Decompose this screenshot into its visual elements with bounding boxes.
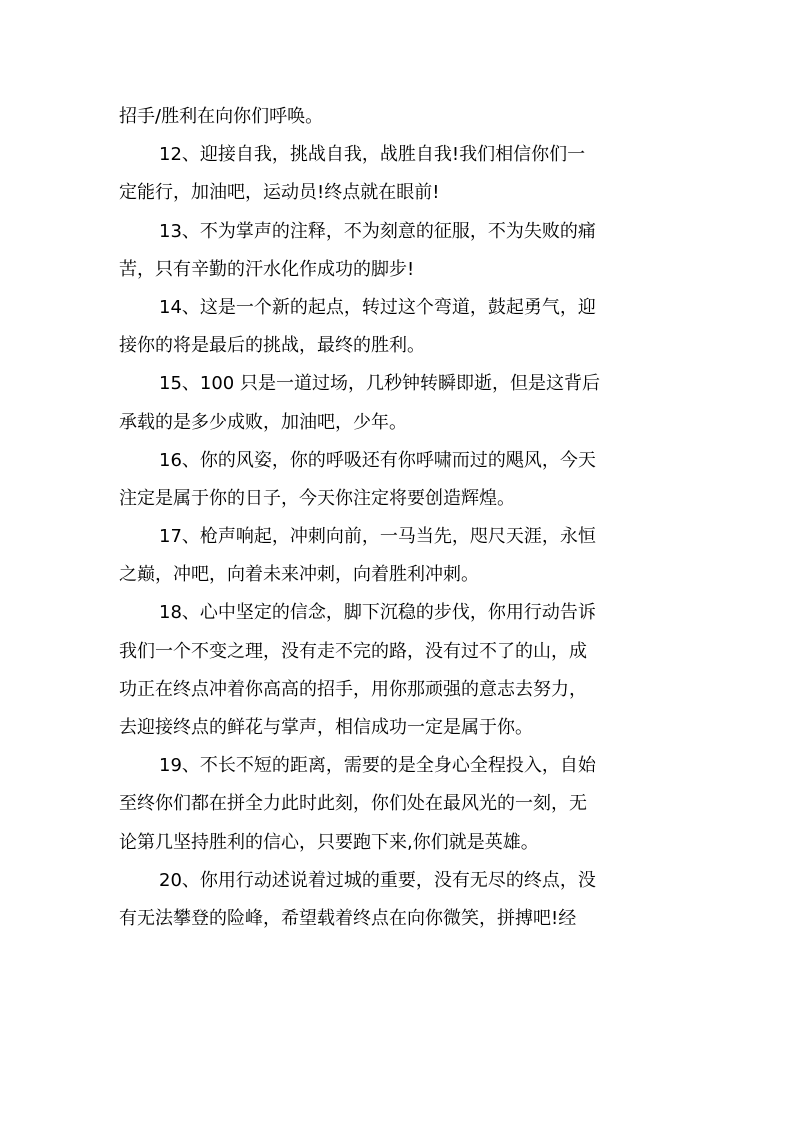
text-line: 有无法攀登的险峰，希望载着终点在向你微笑，拼搏吧!经	[119, 907, 577, 929]
text-line: 19、不长不短的距离，需要的是全身心全程投入，自始	[159, 755, 596, 777]
text-line: 承载的是多少成败，加油吧，少年。	[119, 411, 407, 433]
text-line: 功正在终点冲着你高高的招手，用你那顽强的意志去努力，	[119, 678, 587, 700]
text-line: 接你的将是最后的挑战，最终的胜利。	[119, 335, 425, 357]
text-line: 至终你们都在拼全力此时此刻，你们处在最风光的一刻，无	[119, 793, 587, 815]
text-line: 14、这是一个新的起点，转过这个弯道，鼓起勇气，迎	[159, 296, 596, 318]
text-line: 去迎接终点的鲜花与掌声，相信成功一定是属于你。	[119, 717, 533, 738]
text-line: 20、你用行动述说着过城的重要，没有无尽的终点，没	[159, 869, 596, 891]
text-line: 之巅，冲吧，向着未来冲刺，向着胜利冲刺。	[119, 564, 479, 586]
text-line: 论第几坚持胜利的信心，只要跑下来,你们就是英雄。	[119, 831, 539, 853]
text-line: 12、迎接自我，挑战自我，战胜自我!我们相信你们一	[159, 144, 586, 166]
text-line: 注定是属于你的日子，今天你注定将要创造辉煌。	[119, 487, 515, 509]
text-line: 我们一个不变之理，没有走不完的路，没有过不了的山，成	[119, 640, 587, 662]
text-line: 定能行，加油吧，运动员!终点就在眼前!	[119, 182, 440, 204]
text-line: 招手/胜利在向你们呼唤。	[119, 106, 324, 127]
text-line: 18、心中坚定的信念，脚下沉稳的步伐，你用行动告诉	[159, 602, 596, 624]
text-line: 15、100 只是一道过场，几秒钟转瞬即逝，但是这背后	[159, 373, 600, 395]
text-line: 苦，只有辛勤的汗水化作成功的脚步!	[119, 258, 415, 280]
text-line: 17、枪声响起，冲刺向前，一马当先，咫尺天涯，永恒	[159, 526, 596, 548]
text-line: 16、你的风姿，你的呼吸还有你呼啸而过的飓风，今天	[159, 449, 596, 471]
document-body	[119, 98, 679, 938]
text-line: 13、不为掌声的注释，不为刻意的征服，不为失败的痛	[159, 220, 596, 242]
